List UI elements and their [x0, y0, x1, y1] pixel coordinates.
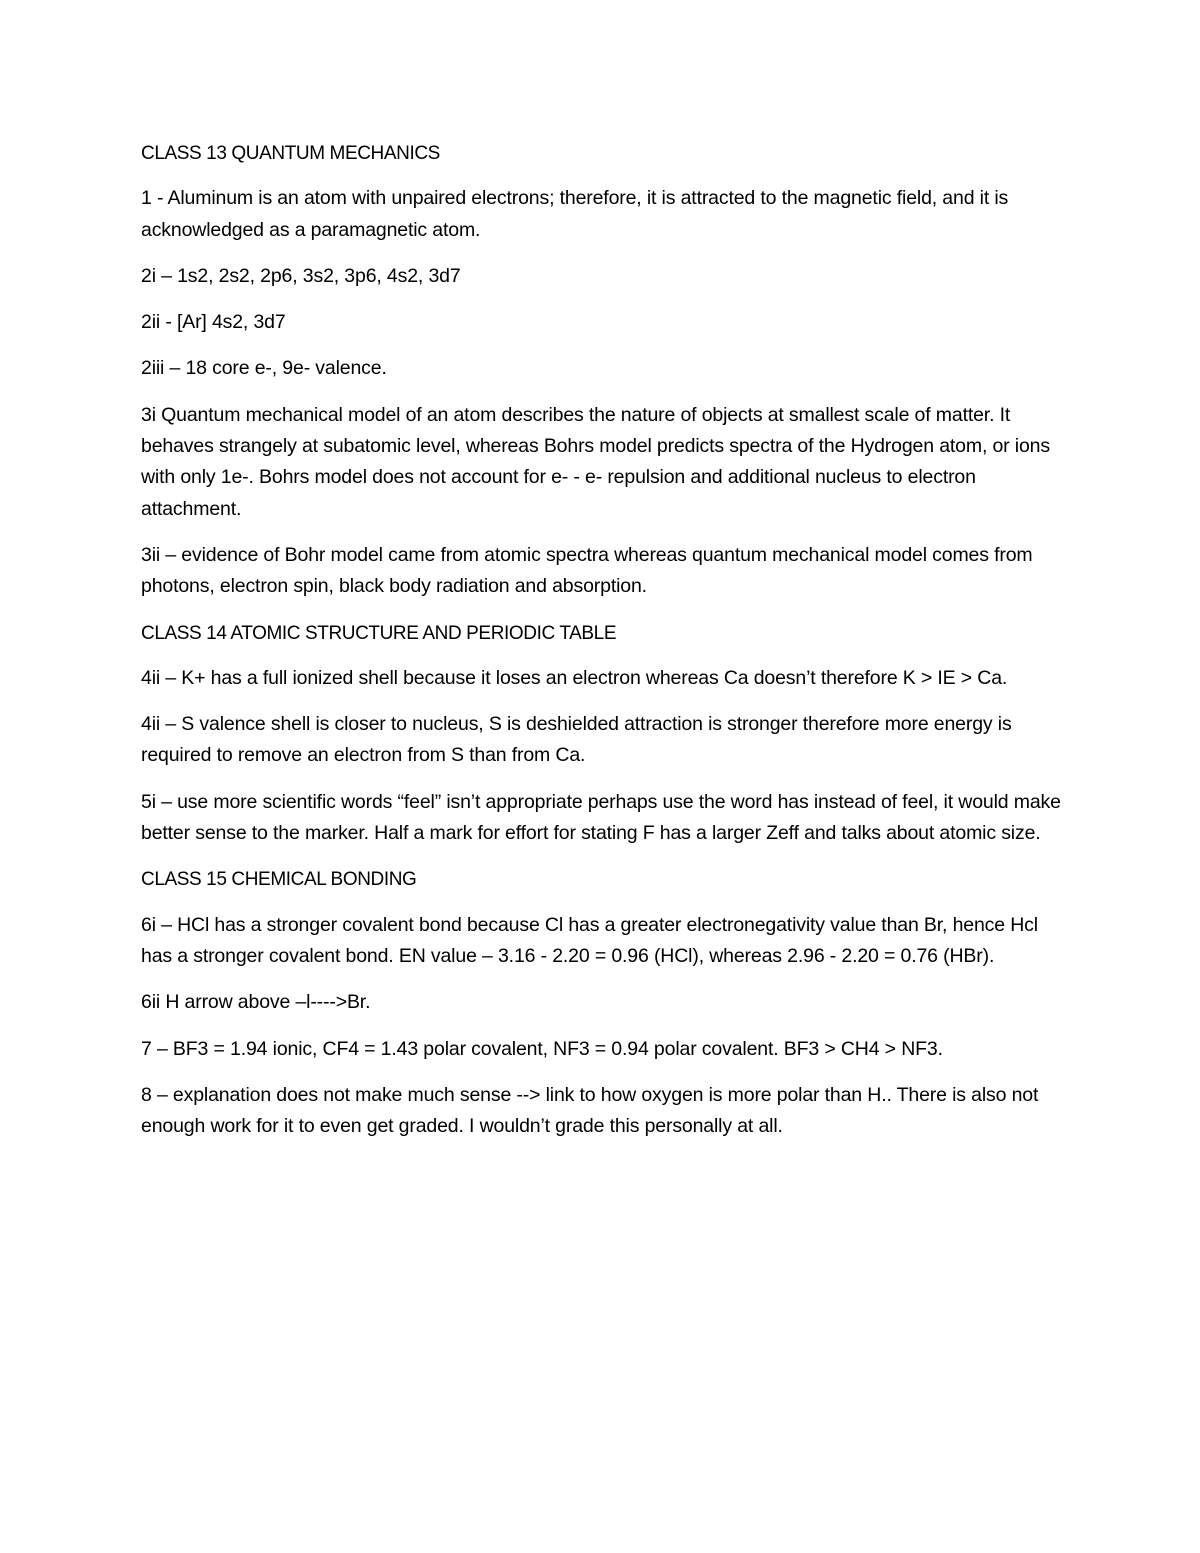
answer-2iii: 2iii – 18 core e-, 9e- valence. [141, 357, 387, 380]
section-heading: CLASS 14 ATOMIC STRUCTURE AND PERIODIC TABLE [141, 622, 617, 644]
answer-4ii-a: 4ii – K+ has a full ionized shell because it loses an electron whereas Ca doesn’t therefore K > IE > Ca. [141, 666, 1008, 689]
section-class-15 [141, 864, 1071, 1142]
answer-6i: 6i – HCl has a stronger covalent bond because Cl has a greater electronegativity value than Br, hence Hcl has a stronger covalent bond. EN value – 3.16 - 2.20 = 0.96 (HCl), whereas 2.96 - 2.20 = 0.76 (HBr). [141, 913, 1038, 967]
answer-2i: 2i – 1s2, 2s2, 2p6, 3s2, 3p6, 4s2, 3d7 [141, 264, 461, 287]
answer-1: 1 - Aluminum is an atom with unpaired electrons; therefore, it is attracted to the magnetic field, and it is acknowledged as a paramagnetic atom. [141, 187, 1009, 241]
answer-6ii: 6ii H arrow above –l---->Br. [141, 991, 371, 1014]
section-class-14 [141, 618, 1071, 850]
section-heading: CLASS 15 CHEMICAL BONDING [141, 869, 417, 891]
answer-3ii: 3ii – evidence of Bohr model came from atomic spectra whereas quantum mechanical model comes from photons, electron spin, black body radiation and absorption. [141, 543, 1033, 598]
document-body [141, 138, 1071, 1157]
section-class-13 [141, 138, 1071, 603]
section-heading: CLASS 13 QUANTUM MECHANICS [141, 143, 440, 164]
answer-4ii-b: 4ii – S valence shell is closer to nucleus, S is deshielded attraction is stronger therefore more energy is required to remove an electron from S than from Ca. [141, 713, 1012, 767]
answer-2ii: 2ii - [Ar] 4s2, 3d7 [141, 311, 286, 334]
answer-8: 8 – explanation does not make much sense --> link to how oxygen is more polar than H.. There is also not enough work for it to even get graded. I wouldn’t grade this personally at all. [141, 1083, 1039, 1138]
answer-5i: 5i – use more scientific words “feel” isn’t appropriate perhaps use the word has instead of feel, it would make better sense to the marker. Half a mark for effort for stating F has a larger Zeff and talks about atomic size. [141, 790, 1061, 845]
answer-3i: 3i Quantum mechanical model of an atom describes the nature of objects at smallest scale of matter. It behaves strangely at subatomic level, whereas Bohrs model predicts spectra of the Hydrogen atom, or ions with only 1e-. Bohrs model does not account for e- - e- repulsion and additional nucleus to electron attachment. [141, 403, 1050, 520]
answer-7: 7 – BF3 = 1.94 ionic, CF4 = 1.43 polar covalent, NF3 = 0.94 polar covalent. BF3 > CH4 > NF3. [141, 1037, 943, 1060]
